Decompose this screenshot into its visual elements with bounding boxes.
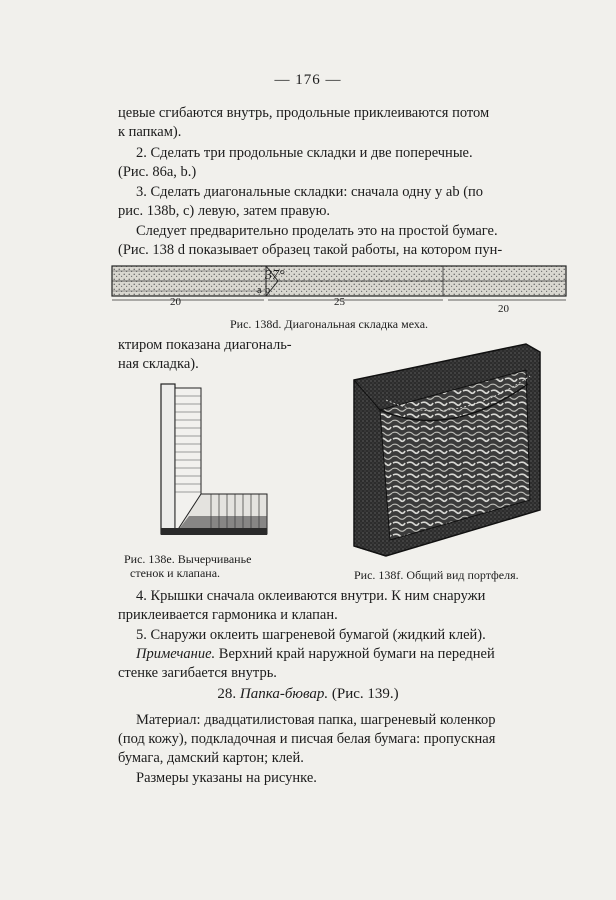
text-line: ктиром показана диагональ-	[118, 337, 292, 353]
figure-label-a: а	[257, 285, 262, 296]
heading-title: Папка-бювар.	[239, 686, 329, 702]
figure-label-temperature: 37°	[265, 268, 285, 283]
figure-138e-caption-line1: Рис. 138е. Вычерчиванье	[124, 552, 252, 566]
text-line: 4. Крышки сначала оклеиваются внутри. К ним снаружи	[136, 588, 486, 604]
text-line: (под кожу), подкладочная и писчая белая бумага: пропускная	[118, 731, 496, 747]
material-line	[136, 711, 495, 730]
figure-label-b: b	[265, 285, 270, 296]
note-label: Примечание.	[136, 646, 216, 662]
text-line: бумага, дамский картон; клей.	[118, 750, 304, 766]
section-heading	[0, 686, 616, 703]
material-label: Материал:	[136, 712, 201, 728]
text-line: (Рис. 138 d показывает образец такой работы, на котором пун-	[118, 242, 503, 258]
text-line: стенке загибается внутрь.	[118, 665, 277, 681]
heading-number: 28.	[217, 686, 237, 702]
text-line: Следует предварительно проделать это на простой бумаге.	[136, 223, 498, 239]
text-line: ная складка).	[118, 356, 199, 372]
text-line: 2. Сделать три продольные складки и две поперечные.	[136, 145, 473, 161]
text-line: цевые сгибаются внутрь, продольные приклеиваются потом	[118, 105, 490, 121]
text-line: приклеивается гармоника и клапан.	[118, 607, 338, 623]
text-line: Размеры указаны на рисунке.	[136, 770, 317, 786]
figure-measure-middle: 25	[334, 296, 345, 308]
text-line: 3. Сделать диагональные складки: сначала одну у аb (по	[136, 184, 484, 200]
note-text: Верхний край наружной бумаги на передней	[215, 646, 495, 662]
figure-measure-left: 20	[170, 296, 181, 308]
figure-measure-right: 20	[498, 303, 509, 315]
text-line: к папкам).	[118, 124, 182, 140]
figure-138f-portfolio	[350, 340, 550, 562]
figure-138e-caption-line2: стенок и клапана.	[130, 566, 221, 580]
note-line	[136, 645, 495, 664]
figure-138d-caption: Рис. 138d. Диагональная складка меха.	[230, 317, 429, 331]
text-line: (Рис. 86а, b.)	[118, 164, 197, 180]
heading-figure-ref: (Рис. 139.)	[328, 686, 399, 702]
text-line: рис. 138b, с) левую, затем правую.	[118, 203, 331, 219]
text-line: 5. Снаружи оклеить шагреневой бумагой (жидкий клей).	[136, 627, 486, 643]
figure-138f-caption: Рис. 138f. Общий вид портфеля.	[354, 568, 519, 582]
page-number: — 176 —	[274, 72, 342, 88]
figure-138e-drawing	[155, 382, 275, 542]
material-text: двадцатилистовая папка, шагреневый коленкор	[200, 712, 496, 728]
